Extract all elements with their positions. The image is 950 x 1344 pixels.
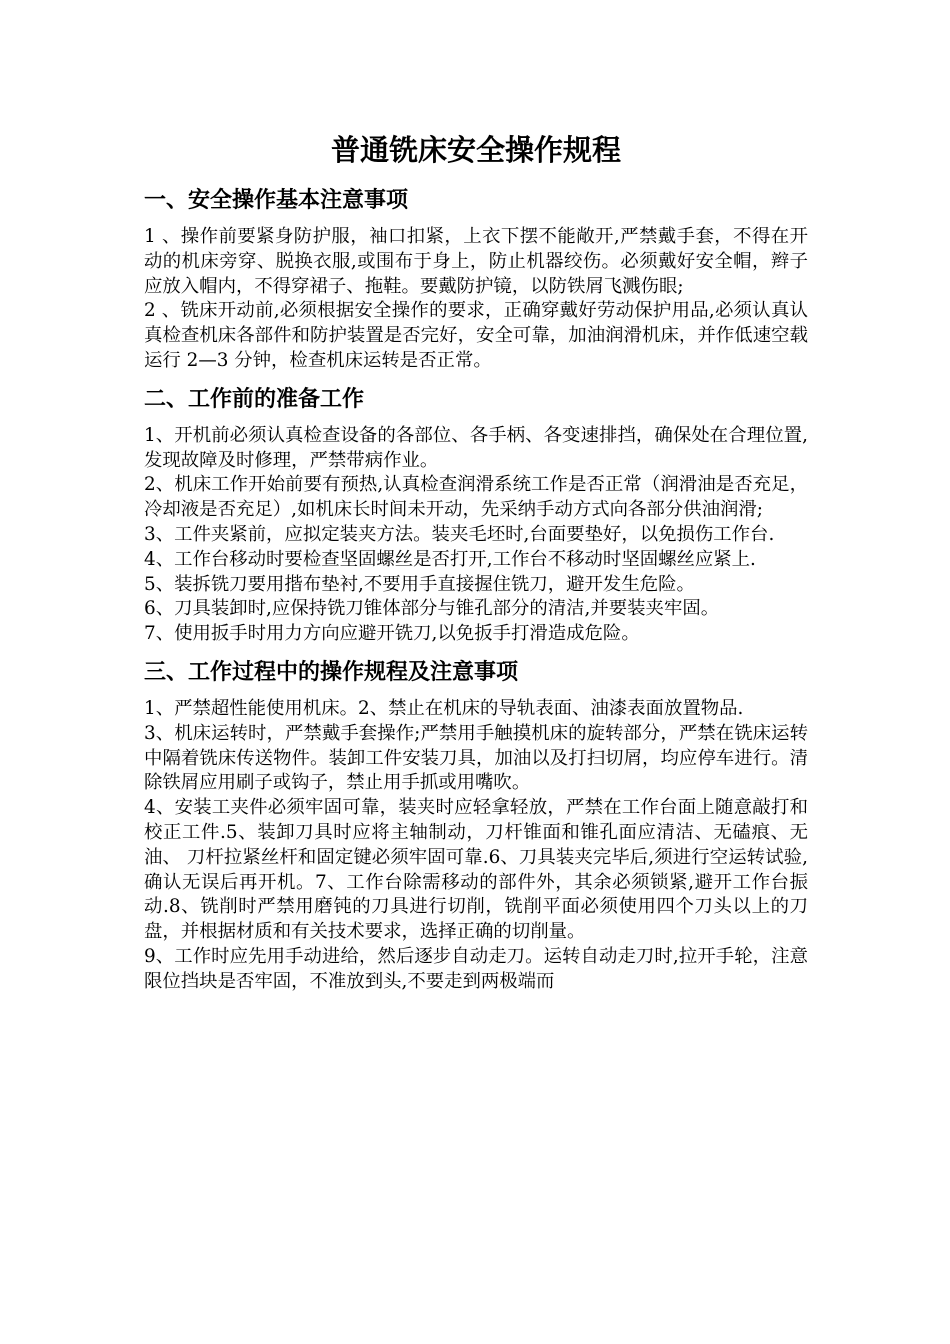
- paragraph: 7、使用扳手时用力方向应避开铣刀,以免扳手打滑造成危险。: [144, 623, 640, 645]
- section-heading: 二、工作前的准备工作: [144, 386, 365, 412]
- section-heading: 三、工作过程中的操作规程及注意事项: [144, 659, 519, 685]
- paragraph: 4、安装工夹件必须牢固可靠，装夹时应轻拿轻放，严禁在工作台面上随意敲打和校正工件.5、装卸刀具时应将主轴制动，刀杆锥面和锥孔面应清洁、无磕痕、无油、 刀杆拉紧丝杆和固定键必须牢固可靠.6、刀具装夹完毕后,须进行空运转试验,确认无误后再开机。7、工作台除需移动的部件外，其余必须锁紧,避开工作台振动.8、铣削时严禁用磨钝的刀具进行切削，铣削平面必须使用四个刀头以上的刀盘，并根据材质和有关技术要求，选择正确的切削量。: [144, 797, 808, 943]
- paragraph: 2、机床工作开始前要有预热,认真检查润滑系统工作是否正常（润滑油是否充足，冷却液是否充足）,如机床长时间未开动，先采纳手动方式向各部分供油润滑;: [144, 474, 808, 521]
- paragraph: 9、工作时应先用手动进给，然后逐步自动走刀。运转自动走刀时,拉开手轮，注意限位挡块是否牢固，不准放到头,不要走到两极端而: [144, 945, 808, 992]
- paragraph: 1 、操作前要紧身防护服，袖口扣紧，上衣下摆不能敞开,严禁戴手套，不得在开动的机床旁穿、脱换衣服,或围布于身上，防止机器绞伤。必须戴好安全帽，辫子应放入帽内，不得穿裙子、拖鞋。要戴防护镜，以防铁屑飞溅伤眼;: [144, 226, 808, 297]
- paragraph: 3、机床运转时，严禁戴手套操作;严禁用手触摸机床的旋转部分，严禁在铣床运转中隔着铣床传送物件。装卸工件安装刀具，加油以及打扫切屑，均应停车进行。清除铁屑应用刷子或钩子，禁止用手抓或用嘴吹。: [144, 722, 808, 794]
- paragraph: 5、装拆铣刀要用揩布垫衬,不要用手直接握住铣刀，避开发生危险。: [144, 573, 695, 595]
- section-preparation: [144, 384, 808, 647]
- section-heading: 一、安全操作基本注意事项: [144, 188, 409, 213]
- paragraph: 4、工作台移动时要检查坚固螺丝是否打开,工作台不移动时坚固螺丝应紧上.: [144, 548, 756, 570]
- document-page: [144, 128, 808, 1005]
- paragraph: 1、开机前必须认真检查设备的各部位、各手柄、各变速排挡，确保处在合理位置,发现故障及时修理，严禁带病作业。: [144, 424, 808, 471]
- paragraph: 6、刀具装卸时,应保持铣刀锥体部分与锥孔部分的清洁,并要装夹牢固。: [144, 598, 720, 620]
- section-operating-procedures: [144, 657, 808, 995]
- section-safety-basics: [144, 185, 808, 374]
- document-title: 普通铣床安全操作规程: [330, 133, 621, 167]
- paragraph: 3、工件夹紧前，应拟定装夹方法。装夹毛坯时,台面要垫好，以免损伤工作台.: [144, 523, 775, 545]
- paragraph: 1、严禁超性能使用机床。2、禁止在机床的导轨表面、油漆表面放置物品.: [144, 697, 744, 719]
- paragraph: 2 、铣床开动前,必须根据安全操作的要求，正确穿戴好劳动保护用品,必须认真认真检查机床各部件和防护装置是否完好，安全可靠，加油润滑机床，并作低速空载运行 2—3 分钟，检查机床运转是否正常。: [144, 300, 808, 371]
